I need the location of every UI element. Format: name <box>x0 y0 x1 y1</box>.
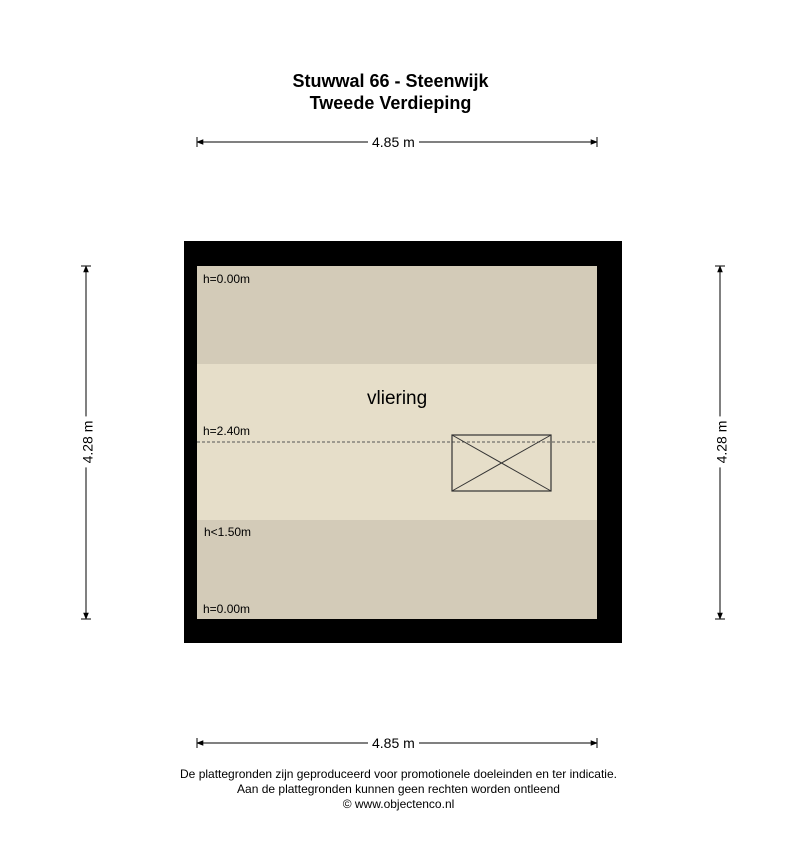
bottom-width-label: 4.85 m <box>368 735 419 751</box>
height-bottom-label: h=0.00m <box>203 602 251 616</box>
right-height-label: 4.28 m <box>713 417 729 468</box>
left-height-label: 4.28 m <box>79 417 95 468</box>
low-height-zone-top <box>197 266 597 364</box>
room-name-label: vliering <box>367 388 428 409</box>
floor-title: Tweede Verdieping <box>309 93 472 113</box>
height-top-label: h=0.00m <box>203 272 251 286</box>
height-ridge-label: h=2.40m <box>203 424 251 438</box>
copyright-line: © www.objectenco.nl <box>342 797 455 811</box>
disclaimer-line-2: Aan de plattegronden kunnen geen rechten worden ontleend <box>237 782 560 796</box>
disclaimer-line-1: De plattegronden zijn geproduceerd voor promotionele doeleinden en ter indicatie. <box>180 767 617 781</box>
low-height-zone-bottom <box>197 520 597 619</box>
top-width-label: 4.85 m <box>368 134 419 150</box>
height-low-zone-label: h<1.50m <box>204 525 252 539</box>
plan-title: Stuwwal 66 - Steenwijk <box>292 71 489 91</box>
